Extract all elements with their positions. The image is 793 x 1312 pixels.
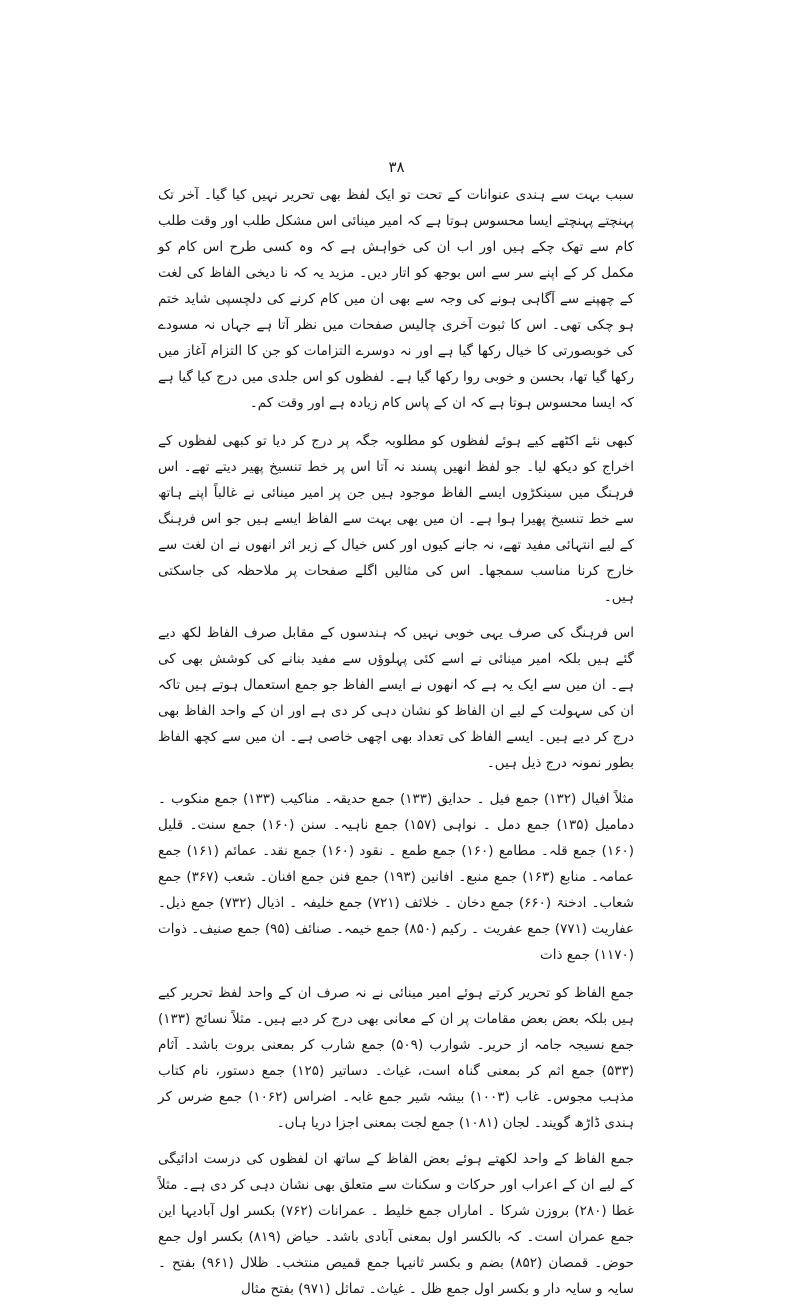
page-number: ۳۸	[388, 158, 405, 176]
paragraph-2: کبھی نئے اکٹھے کیے ہوئے لفظوں کو مطلوبہ جگہ پر درج کر دیا تو کبھی لفظوں کے اخراج کو دیکھ لیا۔ جو لفظ انھیں پسند نہ آتا اس پر خط تنسیخ پھیر دیتے تھے۔ اس فرہنگ میں سینکڑوں ایسے الفاظ موجود ہیں جن پر امیر مینائی نے غالباً اپنے ہاتھ سے خط تنسیخ پھیرا ہوا ہے۔ ان میں بھی بہت سے الفاظ ایسے ہیں جو اس فرہنگ کے لیے انتہائی مفید تھے، نہ جانے کیوں اور کس خیال کے زیر اثر انھوں نے ان لغت سے خارج کرنا مناسب سمجھا۔ اس کی مثالیں اگلے صفحات پر ملاحظہ کی جاسکتی ہیں۔	[158, 433, 634, 605]
paragraph-4: جمع الفاظ کو تحریر کرتے ہوئے امیر مینائی نے نہ صرف ان کے واحد لفظ تحریر کیے ہیں بلکہ بعض بعض مقامات پر ان کے معانی بھی درج کر دیے ہیں۔ مثلاً نسائج (۱۳۳) جمع نسیجہ جامہ از حریر۔ شوارب (۵۰۹) جمع شارب کر بمعنی بروت باشد۔ آثام (۵۳۳) جمع اثم کر بمعنی گناہ است، غیاث۔ دساتیر (۱۲۵) جمع دستور، نام کتاب مذہب مجوس۔ غاب (۱۰۰۳) بیشہ شیر جمع غابہ۔ اضراس (۱۰۶۲) جمع ضرس کر ہندی ڈاڑھ گویند۔ لجان (۱۰۸۱) جمع لجت بمعنی اجزا دریا ہاں۔	[158, 985, 634, 1131]
body-text	[158, 182, 634, 1312]
paragraph-1: سبب بہت سے ہندی عنوانات کے تحت تو ایک لفظ بھی تحریر نہیں کیا گیا۔ آخر تک پہنچتے پہنچتے ایسا محسوس ہوتا ہے کہ امیر مینائی اس مشکل طلب اور وقت طلب کام سے تھک چکے ہیں اور اب ان کی خواہش ہے کہ وہ کسی طرح اس کام کو مکمل کر کے اپنے سر سے اس بوجھ کو اتار دیں۔ مزید یہ کہ نا دیخی الفاظ کی لغت کے چھپنے سے آگاہی ہونے کی وجہ سے بھی ان میں کام کرنے کی دلچسپی شاید ختم ہو چکی تھی۔ اس کا ثبوت آخری چالیس صفحات میں نظر آتا ہے جہاں نہ مسودے کی خوبصورتی کا خیال رکھا گیا ہے اور نہ دوسرے التزامات کو جن کا التزام آغاز میں رکھا گیا تھا، بحسن و خوبی روا رکھا گیا ہے۔ لفظوں کو اس جلدی میں درج کیا گیا ہے کہ ایسا محسوس ہوتا ہے کہ ان کے پاس کام زیادہ ہے اور وقت کم۔	[158, 187, 634, 411]
paragraph-5: جمع الفاظ کے واحد لکھتے ہوئے بعض الفاظ کے ساتھ ان لفظوں کی درست ادائیگی کے لیے ان کے اعراب اور حرکات و سکنات سے متعلق بھی نشان دہی کر دی ہے۔ مثلاً غطا (۲۸۰) بروزن شرکا ۔ اماراں جمع خلیط ۔ عمرانات (۷۶۲) بکسر اول آبادیہا این جمع عمران است۔ کہ بالکسر اول بمعنی آبادی باشد۔ حیاض (۸۱۹) بکسر اول جمع حوض۔ قمصان (۸۵۲) بضم و بکسر ثانیہا جمع قمیص منتخب۔ ظلال (۹۶۱) بفتح ۔ سایہ و سایہ دار و بکسر اول جمع ظل ۔ غیاث۔ تماثل (۹۷۱) بفتح مثال	[158, 1151, 635, 1297]
paragraph-3: اس فرہنگ کی صرف یہی خوبی نہیں کہ ہندسوں کے مقابل صرف الفاظ لکھ دیے گئے ہیں بلکہ امیر مینائی نے اسے کئی پہلوؤں سے مفید بنانے کی کوشش بھی کی ہے۔ ان میں سے ایک یہ ہے کہ انھوں نے ایسے الفاظ جو جمع استعمال ہوتے ہیں تاکہ ان کی سہولت کے لیے ان الفاظ کو نشان دہی کر دی ہے اور ان کے واحد الفاظ بھی درج کر دیے ہیں۔ ایسے الفاظ کی تعداد بھی اچھی خاصی ہے۔ ان میں سے کچھ الفاظ بطور نمونہ درج ذیل ہیں۔	[158, 625, 634, 771]
paragraph-examples-plural: مثلاً افیال (۱۳۲) جمع فیل ۔ حدایق (۱۳۳) جمع حدیقہ۔ مناکیب (۱۳۳) جمع منکوب ۔ دمامیل (۱۳۵) جمع دمل ۔ نواہی (۱۵۷) جمع ناہیہ۔ سنن (۱۶۰) جمع سنت۔ قلیل (۱۶۰) جمع قلہ۔ مطامع (۱۶۰) جمع طمع ۔ نقود (۱۶۰) جمع نقد۔ عمائم (۱۶۱) جمع عمامہ۔ منابع (۱۶۳) جمع منبع۔ افانین (۱۹۳) جمع فنن جمع افنان۔ شعب (۳۶۷) جمع شعاب۔ ادخنۃ (۶۶۰) جمع دخان ۔ خلائف (۷۲۱) جمع خلیفہ ۔ اذیال (۷۳۲) جمع ذیل۔ عفاریت (۷۷۱) جمع عفریت ۔ رکیم (۸۵۰) جمع خیمہ۔ صنائف (۹۵) جمع صنیف۔ ذوات (۱۱۷۰) جمع ذات	[158, 791, 634, 963]
